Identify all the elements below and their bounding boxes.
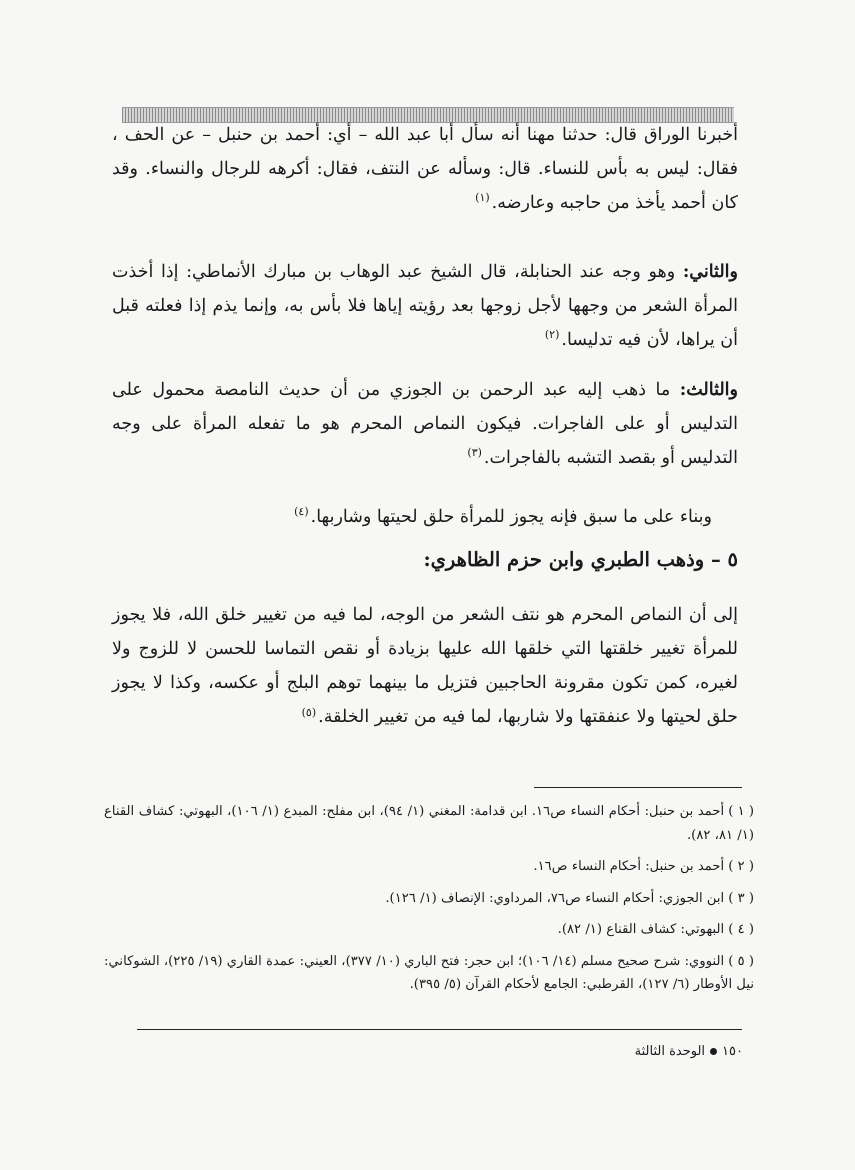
footnote-number: ( ٤ ) <box>728 922 754 937</box>
footnote-ref-2: (٢) <box>544 328 560 342</box>
paragraph-1-text: أخبرنا الوراق قال: حدثنا مهنا أنه سأل أبا عبد الله – أي: أحمد بن حنبل – عن الحف ، فقال: ليس به بأس للنساء. قال: وسأله عن النتف، فقال: أكرهه للرجال والنساء. وقد كان أحمد يأخذ من حاجبه وعارضه. <box>112 125 738 214</box>
footnote-text: ابن الجوزي: أحكام النساء ص٧٦، المرداوي: الإنصاف (١/ ١٢٦). <box>385 890 725 906</box>
page-number: ١٥٠ <box>722 1044 743 1059</box>
paragraph-2 <box>112 255 738 357</box>
bullet-icon <box>710 1048 717 1055</box>
paragraph-3-lead: والثالث: <box>679 380 738 400</box>
footnote-ref-3: (٣) <box>467 446 482 460</box>
paragraph-5-text: إلى أن النماص المحرم هو نتف الشعر من الوجه، لما فيه من تغيير خلق الله، فلا يجوز للمرأة تغيير خلقتها التي خلقها الله عليها بزيادة أو نقص التماسا للحسن لا للزوج ولا لغيره، كمن تكون مقرونة الحاجبين فتزيل ما بينهما توهم البلج أو عكسه، وكذا لا يجوز حلق لحيتها ولا عنفقتها ولا شاربها، لما فيه من تغيير الخلقة. <box>112 605 738 728</box>
paragraph-2-text: وهو وجه عند الحنابلة، قال الشيخ عبد الوهاب بن مبارك الأنماطي: إذا أخذت المرأة الشعر من وجهها لأجل زوجها بعد رؤيته إياها فلا بأس به، وإنما يذم إذا فعلته قبل أن يراها، لأن فيه تدليسا. <box>112 262 738 351</box>
page-footer <box>635 1044 743 1059</box>
footnote-number: ( ٢ ) <box>728 859 754 874</box>
paragraph-3-text: ما ذهب إليه عبد الرحمن بن الجوزي من أن حديث النامصة محمول على التدليس أو على الفاجرات. فيكون النماص المحرم هو ما تفعله المرأة على وجه التدليس أو بقصد التشبه بالفاجرات. <box>112 380 738 469</box>
unit-label: الوحدة الثالثة <box>634 1044 706 1059</box>
footnote-5 <box>104 950 754 997</box>
footnote-ref-5: (٥) <box>301 705 317 719</box>
footnote-text: البهوتي: كشاف القناع (١/ ٨٢). <box>557 922 725 937</box>
paragraph-5 <box>112 598 738 735</box>
footnotes <box>104 800 754 1005</box>
footnote-text: أحمد بن حنبل: أحكام النساء ص١٦. ابن قدامة: المغني (١/ ٩٤)، ابن مفلح: المبدع (١/ ١٠٦)، البهوتي: كشاف القناع (١/ ٨١، ٨٢). <box>104 804 754 843</box>
footnote-ref-4: (٤) <box>294 505 309 519</box>
section-heading: ٥ – وذهب الطبري وابن حزم الظاهري: <box>423 548 738 571</box>
paragraph-4 <box>112 500 738 534</box>
footnotes-bottom-rule <box>137 1029 742 1030</box>
paragraph-4-text: وبناء على ما سبق فإنه يجوز للمرأة حلق لحيتها وشاربها. <box>310 507 712 527</box>
footnote-4 <box>104 918 754 942</box>
paragraph-1 <box>112 118 738 220</box>
footnote-divider <box>534 787 742 788</box>
paragraph-3 <box>112 373 738 475</box>
footnote-text: أحمد بن حنبل: أحكام النساء ص١٦. <box>533 859 725 874</box>
footnote-2 <box>104 855 754 879</box>
footnote-number: ( ١ ) <box>728 804 754 819</box>
paragraph-2-lead: والثاني: <box>682 262 738 282</box>
footnote-number: ( ٥ ) <box>728 953 754 969</box>
footnote-number: ( ٣ ) <box>728 890 754 906</box>
footnote-ref-1: (١) <box>475 191 490 205</box>
footnote-3 <box>104 887 754 911</box>
footnote-text: النووي: شرح صحيح مسلم (١٤/ ١٠٦)؛ ابن حجر: فتح الباري (١٠/ ٣٧٧)، العيني: عمدة القاري (١٩/ ٢٢٥)، الشوكاني: نيل الأوطار (٦/ ١٢٧)، القرطبي: الجامع لأحكام القرآن (٥/ ٣٩٥). <box>104 953 754 992</box>
footnote-1 <box>104 800 754 847</box>
